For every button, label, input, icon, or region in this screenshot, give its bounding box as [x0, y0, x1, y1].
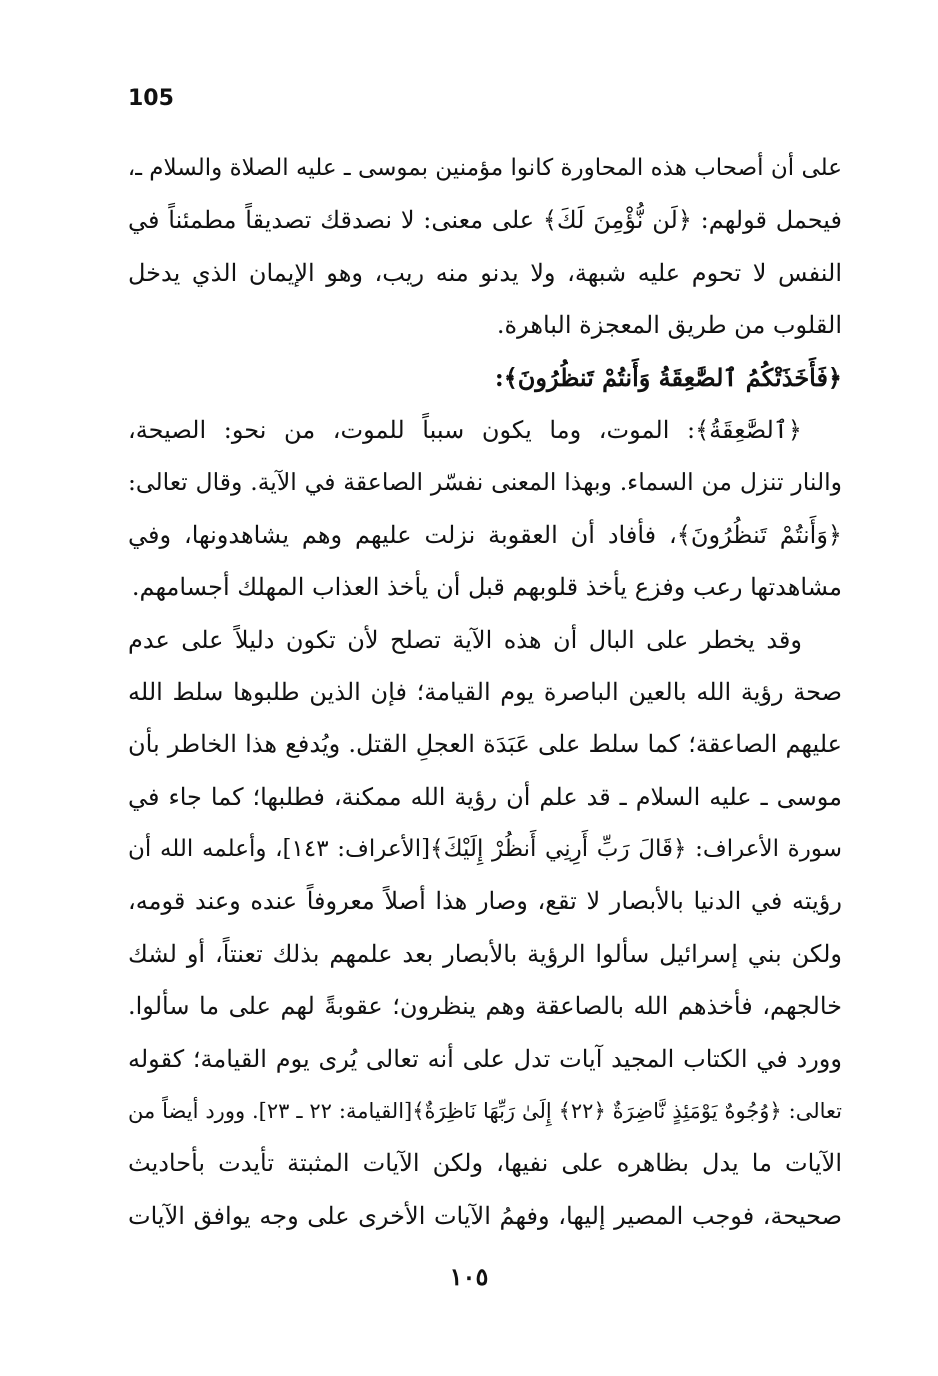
text-line: ولكن بني إسرائيل سألوا الرؤية بالأبصار بعد علمهم بذلك تعنتاً، أو لشك [128, 939, 842, 968]
text-line: عليهم الصاعقة؛ كما سلط على عَبَدَة العجلِ القتل. ويُدفع هذا الخاطر بأن [128, 730, 842, 759]
text-line: تعالى: ﴿وُجُوهٌ يَوْمَئِذٍ نَّاضِرَةٌ ﴿٢٢﴾ إِلَىٰ رَبِّهَا نَاظِرَةٌ﴾[القيامة: ٢٢ ـ ٢٣]. وورد أيضاً من [128, 1099, 842, 1124]
text-line: خالجهم، فأخذهم الله بالصاعقة وهم ينظرون؛ عقوبةً لهم على ما سألوا. [128, 992, 842, 1021]
body-text [128, 142, 842, 1242]
text-line: فيحمل قولهم: ﴿لَن نُّؤْمِنَ لَكَ﴾ على معنى: لا نصدقك تصديقاً مطمئناً في [128, 206, 842, 235]
text-line: رؤيته في الدنيا بالأبصار لا تقع، وصار هذا أصلاً معروفاً عنده وعند قومه، [128, 887, 842, 916]
page-number-top: 105 [128, 86, 174, 111]
text-line: والنار تنزل من السماء. وبهذا المعنى نفسّر الصاعقة في الآية. وقال تعالى: [128, 468, 842, 497]
verse-heading: ﴿فَأَخَذَتْكُمُ ٱلصَّٰعِقَةُ وَأَنتُمْ تَنظُرُونَ﴾: [494, 362, 842, 392]
text-line: وقد يخطر على البال أن هذه الآية تصلح لأن تكون دليلاً على عدم [128, 625, 802, 654]
text-line: الآيات ما يدل بظاهره على نفيها، ولكن الآيات المثبتة تأيدت بأحاديث [128, 1149, 842, 1178]
text-line: النفس لا تحوم عليه شبهة، ولا يدنو منه ريب، وهو الإيمان الذي يدخل [128, 258, 842, 287]
text-line: صحة رؤية الله بالعين الباصرة يوم القيامة؛ فإن الذين طلبوها سلط الله [128, 677, 842, 706]
page-number-bottom: ١٠٥ [449, 1262, 489, 1291]
text-line: على أن أصحاب هذه المحاورة كانوا مؤمنين بموسى ـ عليه الصلاة والسلام ـ، [128, 155, 842, 181]
text-line: سورة الأعراف: ﴿قَالَ رَبِّ أَرِنِي أَنظُرْ إِلَيْكَ﴾[الأعراف: ١٤٣]، وأعلمه الله أن [128, 836, 842, 863]
text-line: ﴿وَأَنتُمْ تَنظُرُونَ﴾، فأفاد أن العقوبة نزلت عليهم وهم يشاهدونها، وفي [128, 520, 842, 549]
text-line: وورد في الكتاب المجيد آيات تدل على أنه تعالى يُرى يوم القيامة؛ كقوله [128, 1044, 842, 1073]
text-line: صحيحة، فوجب المصير إليها، وفهمُ الآيات الأخرى على وجه يوافق الآيات [128, 1201, 842, 1230]
text-line: موسى ـ عليه السلام ـ قد علم أن رؤية الله ممكنة، فطلبها؛ كما جاء في [128, 782, 842, 811]
text-line: ﴿ٱلصَّٰعِقَةُ﴾: الموت، وما يكون سبباً للموت، من نحو: الصيحة، [128, 415, 802, 444]
text-line: مشاهدتها رعب وفزع يأخذ قلوبهم قبل أن يأخذ العذاب المهلك أجسامهم. [131, 573, 842, 602]
text-line: القلوب من طريق المعجزة الباهرة. [496, 311, 842, 340]
